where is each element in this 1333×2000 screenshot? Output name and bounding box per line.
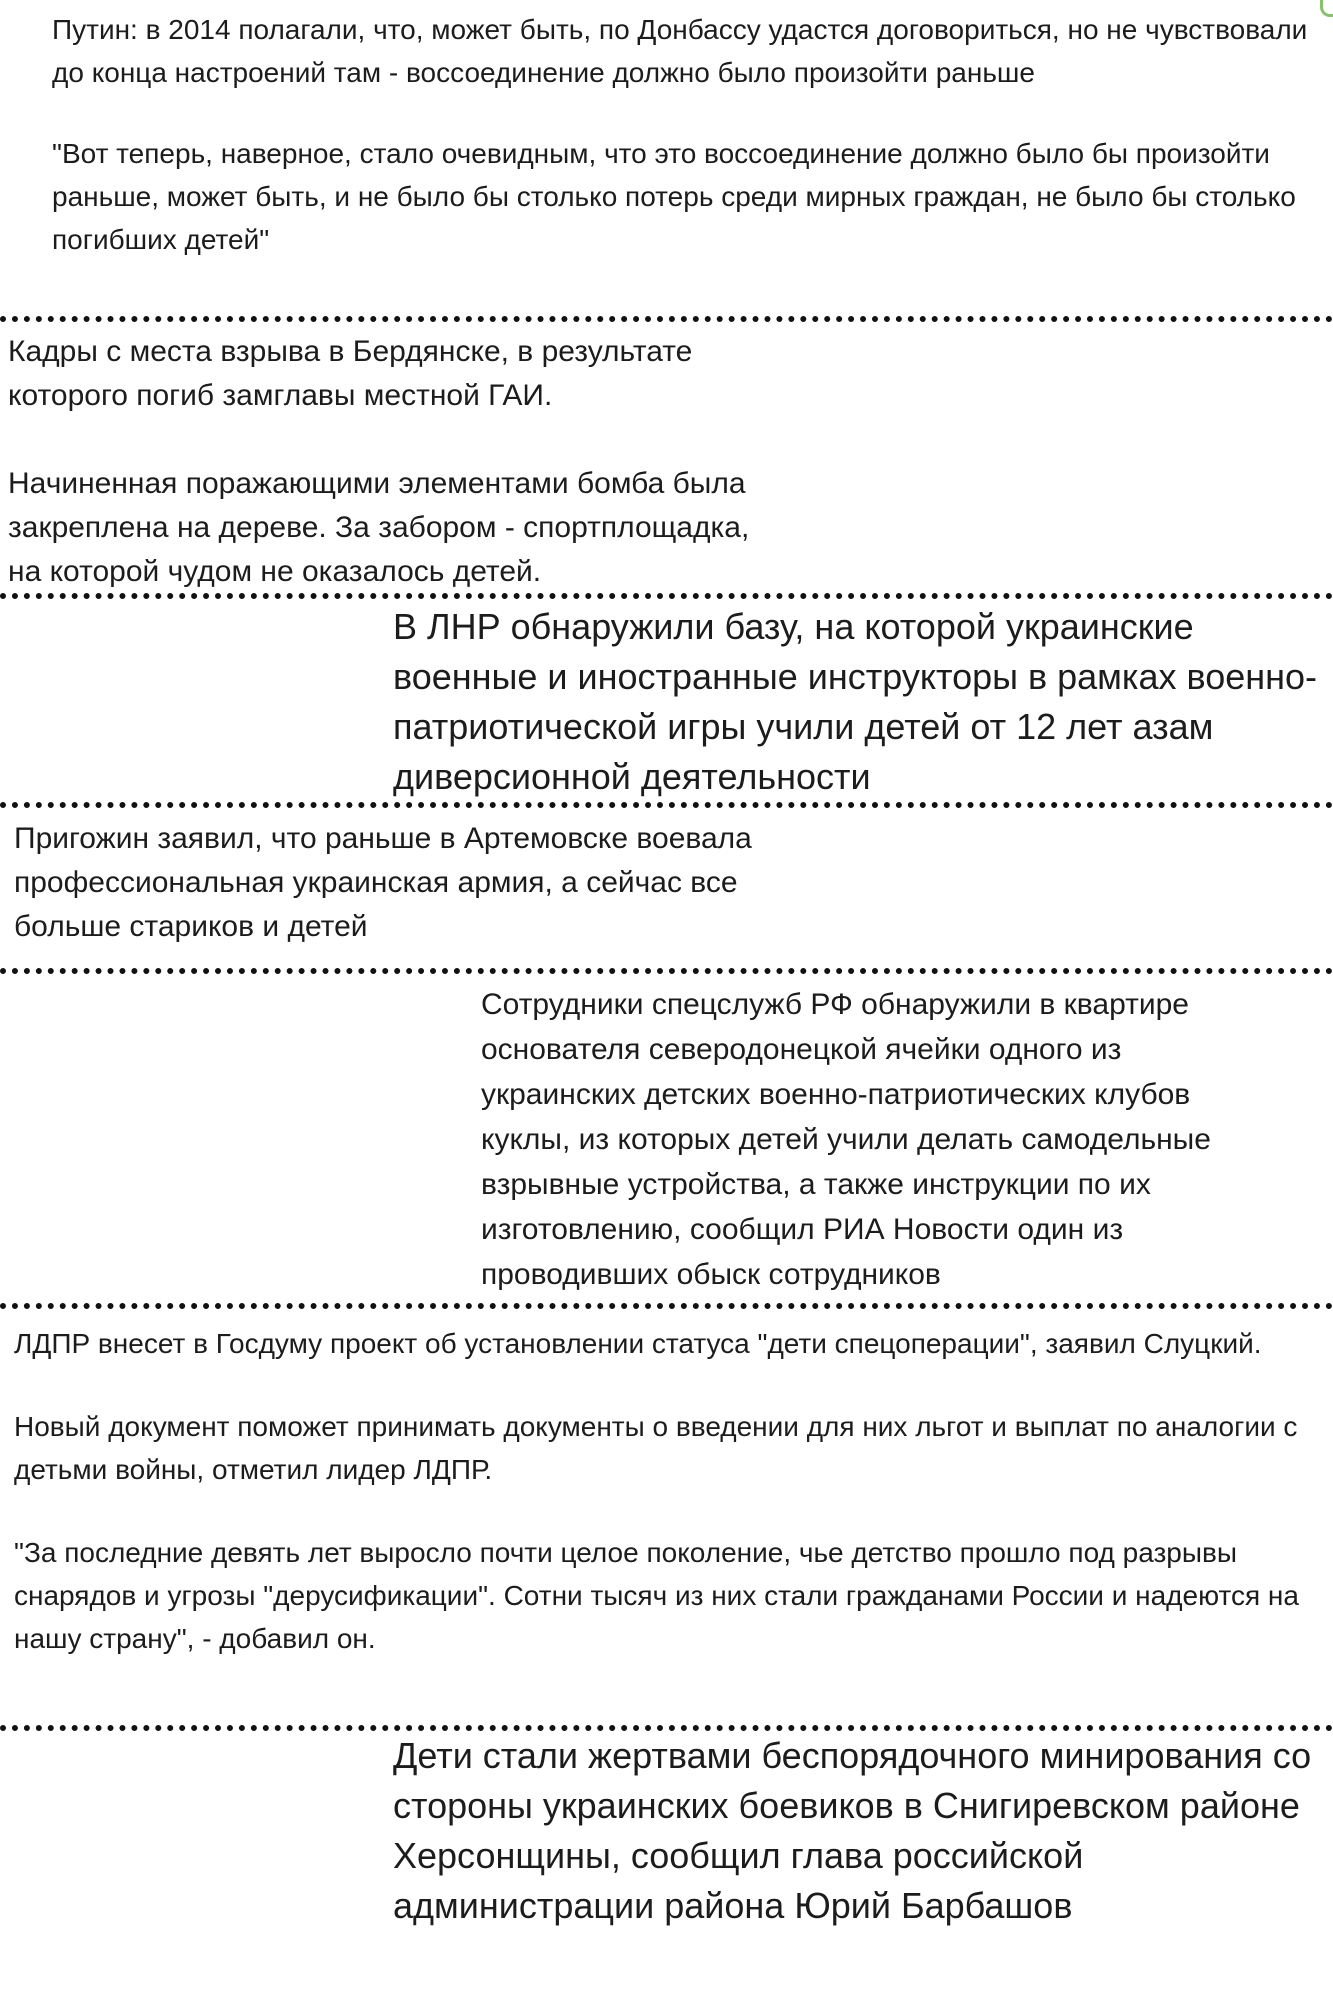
dotted-separator	[0, 968, 1333, 974]
post-paragraph: Дети стали жертвами беспорядочного минирования со стороны украинских боевиков в Снигиревском районе Херсонщины, сообщил глава российской администрации района Юрий Барбашов	[393, 1735, 1312, 1926]
news-post-berdyansk	[8, 330, 908, 594]
post-paragraph: Сотрудники спецслужб РФ обнаружили в квартире основателя северодонецкой ячейки одного из украинских детских военно-патриотических клубов куклы, из которых детей учили делать самодельные взрывные устройства, а также инструкции по их изготовлению, сообщил РИА Новости один из проводивших обыск сотрудников	[481, 988, 1211, 1291]
post-paragraph: Новый документ поможет принимать документы о введении для них льгот и выплат по аналогии с детьми войны, отметил лидер ЛДПР.	[14, 1411, 1298, 1485]
news-post-lnr-base	[393, 602, 1323, 802]
post-paragraph: ЛДПР внесет в Госдуму проект об установлении статуса "дети спецоперации", заявил Слуцкий.	[14, 1328, 1262, 1359]
news-post-dolls	[481, 982, 1331, 1297]
news-post-prigozhin	[14, 817, 914, 949]
news-post-ldpr	[14, 1322, 1324, 1660]
post-paragraph: Пригожин заявил, что раньше в Артемовске воевала профессиональная украинская армия, а сейчас все больше стариков и детей	[14, 822, 752, 943]
post-paragraph: Путин: в 2014 полагали, что, может быть, по Донбассу удастся договориться, но не чувствовали до конца настроений там - воссоединение должно было произойти раньше	[52, 14, 1308, 88]
dotted-separator	[0, 316, 1333, 322]
post-paragraph: "Вот теперь, наверное, стало очевидным, что это воссоединение должно было бы произойти раньше, может быть, и не было бы столько потерь среди мирных граждан, не было бы столько погибших детей"	[52, 138, 1296, 255]
post-paragraph: В ЛНР обнаружили базу, на которой украинские военные и иностранные инструкторы в рамках военно-патриотической игры учили детей от 12 лет азам диверсионной деятельности	[393, 606, 1318, 797]
dotted-separator	[0, 1303, 1333, 1309]
dotted-separator	[0, 802, 1333, 808]
news-post-snigirevka	[393, 1731, 1328, 1931]
post-paragraph: "За последние девять лет выросло почти целое поколение, чье детство прошло под разрывы снарядов и угрозы "дерусификации". Сотни тысяч из них стали гражданами России и надеются на нашу страну", - добавил он.	[14, 1537, 1299, 1654]
post-paragraph: Начиненная поражающими элементами бомба была закреплена на дереве. За забором - спортплощадка, на которой чудом не оказалось детей.	[8, 467, 750, 588]
news-post-putin	[52, 8, 1322, 261]
dotted-separator	[0, 593, 1333, 599]
post-paragraph: Кадры с места взрыва в Бердянске, в результате которого погиб замглавы местной ГАИ.	[8, 335, 693, 412]
